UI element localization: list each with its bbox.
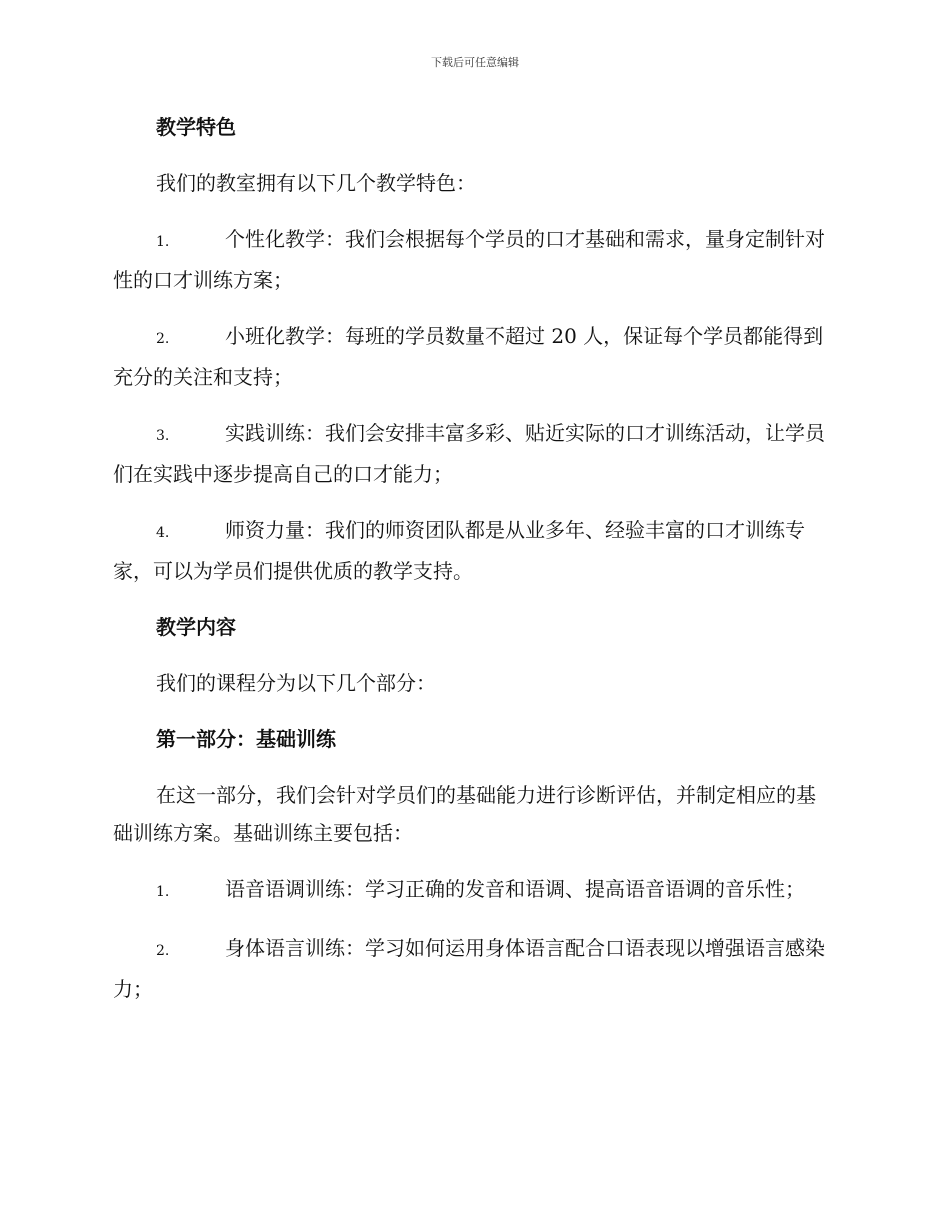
list-number: 3.: [156, 428, 170, 444]
list-text: 语音语调训练：学习正确的发音和语调、提高语音语调的音乐性；: [225, 877, 805, 901]
list-text: 实践训练：我们会安排丰富多彩、贴近实际的口才训练活动，让学员们在实践中逐步提高自己的口才能力；: [113, 421, 825, 486]
heading-teaching-features: 教学特色: [156, 115, 236, 139]
list-item: [113, 414, 833, 493]
list-text: 个性化教学：我们会根据每个学员的口才基础和需求，量身定制针对性的口才训练方案；: [113, 227, 825, 292]
paragraph: 在这一部分，我们会针对学员们的基础能力进行诊断评估，并制定相应的基础训练方案。基础训练主要包括：: [113, 783, 816, 845]
heading-part-one: 第一部分：基础训练: [156, 727, 336, 751]
list-number: 1.: [156, 234, 170, 250]
list-item: [113, 929, 833, 1008]
list-item: [113, 220, 833, 299]
list-item: [113, 511, 833, 590]
list-number: 4.: [156, 525, 170, 541]
paragraph: 我们的教室拥有以下几个教学特色：: [156, 171, 476, 195]
list-item: [113, 870, 833, 911]
list-text: 小班化教学：每班的学员数量不超过 20 人，保证每个学员都能得到充分的关注和支持；: [113, 324, 824, 389]
document-body: [113, 108, 833, 1026]
list-number: 2.: [156, 331, 170, 347]
list-number: 1.: [156, 884, 170, 900]
list-number: 2.: [156, 943, 170, 959]
page-header: 下载后可任意编辑: [431, 56, 519, 69]
list-text: 身体语言训练：学习如何运用身体语言配合口语表现以增强语言感染力；: [113, 936, 825, 1001]
paragraph: 我们的课程分为以下几个部分：: [156, 671, 436, 695]
list-item: [113, 317, 833, 396]
list-text: 师资力量：我们的师资团队都是从业多年、经验丰富的口才训练专家，可以为学员们提供优质的教学支持。: [113, 518, 805, 583]
heading-teaching-content: 教学内容: [156, 615, 236, 639]
